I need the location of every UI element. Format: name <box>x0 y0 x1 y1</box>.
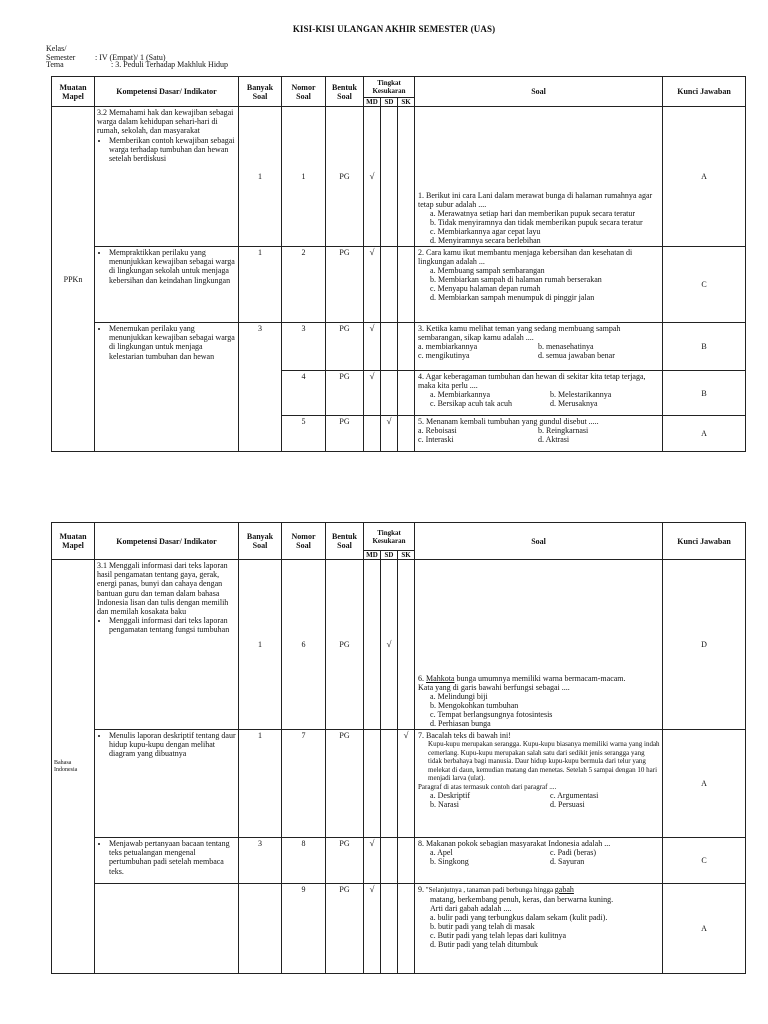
tema-label: Tema <box>46 60 64 69</box>
option-b: b. butir padi yang telah di masak <box>430 922 535 931</box>
option-d: d. Menyiramnya secara berlebihan <box>430 236 541 245</box>
option-a: a. bulir padi yang terbungkus dalam sekam (kulit padi). <box>430 913 608 922</box>
soal-cell <box>415 416 663 452</box>
header-bentuk: Bentuk Soal <box>326 523 364 560</box>
question-text: 3. Ketika kamu melihat teman yang sedang membuang sampah sembarangan, sikap kamu adalah .... <box>418 324 621 342</box>
option-d: d. Aktrasi <box>538 435 570 444</box>
passage-question: Paragraf di atas termasuk contoh dari paragraf .... <box>418 782 557 791</box>
banyak-cell: 3 <box>239 323 282 452</box>
mapel-cell: PPKn <box>52 107 95 452</box>
option-c: c. Bersikap acuh tak acuh <box>430 399 512 408</box>
nomor-cell: 3 <box>282 323 326 371</box>
level-md-cell <box>364 416 381 452</box>
soal-cell <box>415 247 663 323</box>
option-a: a. Melindungi biji <box>430 692 488 701</box>
level-sd-cell <box>381 730 398 838</box>
option-a: a. Membuang sampah sembarangan <box>430 266 545 275</box>
nomor-cell: 9 <box>282 884 326 974</box>
option-c: c. Menyapu halaman depan rumah <box>430 284 541 293</box>
level-sd-cell <box>381 247 398 323</box>
option-d: d. Butir padi yang telah ditumbuk <box>430 940 539 949</box>
indikator-text: • Menjawab pertanyaan bacaan tentang teks petualangan mengenal pertumbuhan padi setelah membaca teks. <box>109 839 236 876</box>
kunci-cell: B <box>663 323 746 371</box>
question-text: 9. "Selanjutnya , tanaman padi berbunga hingga gabah <box>418 885 574 894</box>
kd-cell <box>95 560 239 730</box>
option-c: c. Tempat berlangsungnya fotosintesis <box>430 710 553 719</box>
tema-value: : 3. Peduli Terhadap Makhluk Hidup <box>111 60 229 69</box>
level-sk-cell <box>398 884 415 974</box>
level-md-cell <box>364 730 381 838</box>
soal-cell <box>415 838 663 884</box>
reading-passage: Kupu-kupu merupakan serangga. Kupu-kupu biasanya memiliki warna yang indah cemerlang. Kupu-kupu merupakan salah satu dari sedikit jenis serangga yang tidak berbahaya bagi manusia. Daur hidup kupu-kupu bermula dari telur yang melekat di daun, kemudian matang dan menetas. Setelah 5 sampai dengan 10 hari menjadi larva (ulat). <box>428 740 660 782</box>
kd-cell <box>95 730 239 838</box>
header-kunci: Kunci Jawaban <box>663 77 746 107</box>
question-text: 4. Agar keberagaman tumbuhan dan hewan di sekitar kita tetap terjaga, maka kita perlu .... <box>418 372 646 390</box>
level-sd-cell: √ <box>381 560 398 730</box>
level-md-cell <box>364 560 381 730</box>
bentuk-cell: PG <box>326 730 364 838</box>
option-b: b. Tidak menyiramnya dan tidak memberikan pupuk secara teratur <box>430 218 643 227</box>
soal-cell <box>415 560 663 730</box>
kunci-cell: C <box>663 838 746 884</box>
option-d: d. Perhiasan bunga <box>430 719 491 728</box>
kd-cell <box>95 884 239 974</box>
bentuk-cell: PG <box>326 247 364 323</box>
bentuk-cell: PG <box>326 838 364 884</box>
kunci-cell: D <box>663 560 746 730</box>
option-a: a. Deskriptif <box>430 791 471 800</box>
level-sd-cell <box>381 371 398 416</box>
banyak-cell: 1 <box>239 247 282 323</box>
option-a: a. Apel <box>430 848 453 857</box>
level-sk-cell <box>398 323 415 371</box>
option-c: c. Argumentasi <box>550 791 599 800</box>
option-d: d. Membiarkan sampah menumpuk di pinggir jalan <box>430 293 595 302</box>
option-c: c. Padi (beras) <box>550 848 597 857</box>
nomor-cell: 4 <box>282 371 326 416</box>
kunci-cell: A <box>663 107 746 247</box>
option-d: d. Merusaknya <box>550 399 598 408</box>
table-row <box>52 730 746 838</box>
header-kompetensi: Kompetensi Dasar/ Indikator <box>95 77 239 107</box>
table-row <box>52 884 746 974</box>
option-b: b. menasehatinya <box>538 342 594 351</box>
table-row <box>52 323 746 371</box>
option-b: b. Melestarikannya <box>550 390 612 399</box>
bentuk-cell: PG <box>326 416 364 452</box>
level-sd-cell: √ <box>381 416 398 452</box>
header-banyak: Banyak Soal <box>239 523 282 560</box>
question-text: 2. Cara kamu ikut membantu menjaga kebersihan dan kesehatan di lingkungan adalah ... <box>418 248 633 266</box>
option-c: c. Butir padi yang telah lepas dari kulitnya <box>430 931 566 940</box>
level-sd-cell <box>381 838 398 884</box>
kunci-cell: B <box>663 371 746 416</box>
page-title: KISI-KISI ULANGAN AKHIR SEMESTER (UAS) <box>292 24 496 34</box>
header-tingkat: Tingkat Kesukaran <box>364 523 415 551</box>
level-md-cell: √ <box>364 247 381 323</box>
question-text: 7. Bacalah teks di bawah ini! <box>418 731 511 740</box>
option-b: b. Narasi <box>430 800 459 809</box>
indikator-text: • Menulis laporan deskriptif tentang daur hidup kupu-kupu dengan melihat diagram yang dibuatnya <box>109 731 236 759</box>
banyak-cell: 1 <box>239 560 282 730</box>
mapel-cell: Bahasa Indonesia <box>52 560 95 974</box>
option-b: b. Mengokohkan tumbuhan <box>430 701 519 710</box>
nomor-cell: 6 <box>282 560 326 730</box>
kd-cell <box>95 838 239 884</box>
kisi-table-ppkn <box>51 76 746 452</box>
bentuk-cell: PG <box>326 371 364 416</box>
nomor-cell: 8 <box>282 838 326 884</box>
level-sd-cell <box>381 107 398 247</box>
underlined-word: Mahkota <box>426 674 455 683</box>
header-sd: SD <box>381 551 398 560</box>
option-d: d. semua jawaban benar <box>538 351 615 360</box>
header-md: MD <box>364 551 381 560</box>
banyak-cell: 3 <box>239 838 282 884</box>
question-continuation: matang, berkembang penuh, keras, dan berwarna kuning. <box>430 895 614 904</box>
option-a: a. membiarkannya <box>418 342 478 351</box>
level-md-cell: √ <box>364 838 381 884</box>
kelas-label: Kelas/ Semester <box>46 44 76 62</box>
soal-cell <box>415 371 663 416</box>
header-soal: Soal <box>415 77 663 107</box>
banyak-cell <box>239 884 282 974</box>
header-kompetensi: Kompetensi Dasar/ Indikator <box>95 523 239 560</box>
level-md-cell: √ <box>364 107 381 247</box>
header-muatan: Muatan Mapel <box>52 77 95 107</box>
table-row <box>52 560 746 730</box>
kd-title: 3.2 Memahami hak dan kewajiban sebagai warga dalam kehidupan sehari-hari di rumah, sekolah, dan masyarakat <box>97 108 234 136</box>
level-md-cell: √ <box>364 884 381 974</box>
option-b: b. Reingkarnasi <box>538 426 589 435</box>
meta-tema <box>46 60 228 69</box>
level-sk-cell <box>398 838 415 884</box>
indikator-text: • Memberikan contoh kewajiban sebagai warga terhadap tumbuhan dan hewan setelah berdiskusi <box>109 136 236 164</box>
nomor-cell: 7 <box>282 730 326 838</box>
bentuk-cell: PG <box>326 560 364 730</box>
kd-cell <box>95 107 239 247</box>
header-tingkat: Tingkat Kesukaran <box>364 77 415 98</box>
underlined-word: gabah <box>554 885 574 894</box>
option-b: b. Membiarkan sampah di halaman rumah berserakan <box>430 275 602 284</box>
header-sk: SK <box>398 98 415 107</box>
question-subtext: Kata yang di garis bawahi berfungsi sebagai .... <box>418 683 570 692</box>
question-text: 8. Makanan pokok sebagian masyarakat Indonesia adalah ... <box>418 839 611 848</box>
header-soal: Soal <box>415 523 663 560</box>
level-sd-cell <box>381 884 398 974</box>
nomor-cell: 2 <box>282 247 326 323</box>
question-subtext: Arti dari gabah adalah .... <box>430 904 512 913</box>
option-a: a. Membiarkannya <box>430 390 491 399</box>
level-sk-cell <box>398 560 415 730</box>
option-c: c. Interaski <box>418 435 454 444</box>
kisi-table-bahasa-indonesia <box>51 522 746 974</box>
kunci-cell: C <box>663 247 746 323</box>
nomor-cell: 5 <box>282 416 326 452</box>
indikator-text: • Menemukan perilaku yang menunjukkan kewajiban sebagai warga di lingkungan untuk menjaga kelestarian tumbuhan dan hewan <box>109 324 236 361</box>
header-nomor: Nomor Soal <box>282 523 326 560</box>
indikator-text: • Mempraktikkan perilaku yang menunjukkan kewajiban sebagai warga di lingkungan sekolah untuk menjaga kebersihan dan keindahan lingkungan <box>109 248 236 285</box>
banyak-cell: 1 <box>239 730 282 838</box>
level-sk-cell <box>398 247 415 323</box>
level-md-cell: √ <box>364 371 381 416</box>
bentuk-cell: PG <box>326 107 364 247</box>
bentuk-cell: PG <box>326 323 364 371</box>
soal-cell <box>415 884 663 974</box>
kelas-value: : IV (Empat)/ 1 (Satu) <box>95 53 166 62</box>
bentuk-cell: PG <box>326 884 364 974</box>
soal-cell <box>415 323 663 371</box>
question-text: 5. Menanam kembali tumbuhan yang gundul disebut ..... <box>418 417 599 426</box>
level-sk-cell <box>398 371 415 416</box>
indikator-text: • Menggali informasi dari teks laporan pengamatan tentang fungsi tumbuhan <box>109 616 236 634</box>
option-d: d. Persuasi <box>550 800 585 809</box>
kunci-cell: A <box>663 884 746 974</box>
kunci-cell: A <box>663 416 746 452</box>
option-a: a. Merawatnya setiap hari dan memberikan pupuk secara teratur <box>430 209 636 218</box>
question-text: 6. Mahkota bunga umumnya memiliki warna bermacam-macam. <box>418 674 626 683</box>
header-kunci: Kunci Jawaban <box>663 523 746 560</box>
level-sk-cell <box>398 107 415 247</box>
kunci-cell: A <box>663 730 746 838</box>
kd-cell <box>95 323 239 452</box>
option-c: c. Membiarkannya agar cepat layu <box>430 227 541 236</box>
header-bentuk: Bentuk Soal <box>326 77 364 107</box>
option-c: c. mengikutinya <box>418 351 470 360</box>
level-md-cell: √ <box>364 323 381 371</box>
soal-cell <box>415 107 663 247</box>
option-a: a. Reboisasi <box>418 426 457 435</box>
header-md: MD <box>364 98 381 107</box>
header-sk: SK <box>398 551 415 560</box>
question-text: 1. Berikut ini cara Lani dalam merawat bunga di halaman rumahnya agar tetap subur adalah .... <box>418 191 653 209</box>
header-banyak: Banyak Soal <box>239 77 282 107</box>
header-muatan: Muatan Mapel <box>52 523 95 560</box>
table-row <box>52 247 746 323</box>
table-row <box>52 838 746 884</box>
soal-cell <box>415 730 663 838</box>
option-b: b. Singkong <box>430 857 469 866</box>
banyak-cell: 1 <box>239 107 282 247</box>
level-sk-cell: √ <box>398 730 415 838</box>
kd-title: 3.1 Menggali informasi dari teks laporan hasil pengamatan tentang gaya, gerak, energi panas, bunyi dan cahaya dengan bantuan guru dan teman dalam bahasa Indonesia lisan dan tulis dengan memilih dan memilah kosakata baku <box>97 561 229 617</box>
table-row <box>52 107 746 247</box>
level-sk-cell <box>398 416 415 452</box>
header-nomor: Nomor Soal <box>282 77 326 107</box>
header-sd: SD <box>381 98 398 107</box>
kd-cell <box>95 247 239 323</box>
level-sd-cell <box>381 323 398 371</box>
option-d: d. Sayuran <box>550 857 585 866</box>
nomor-cell: 1 <box>282 107 326 247</box>
